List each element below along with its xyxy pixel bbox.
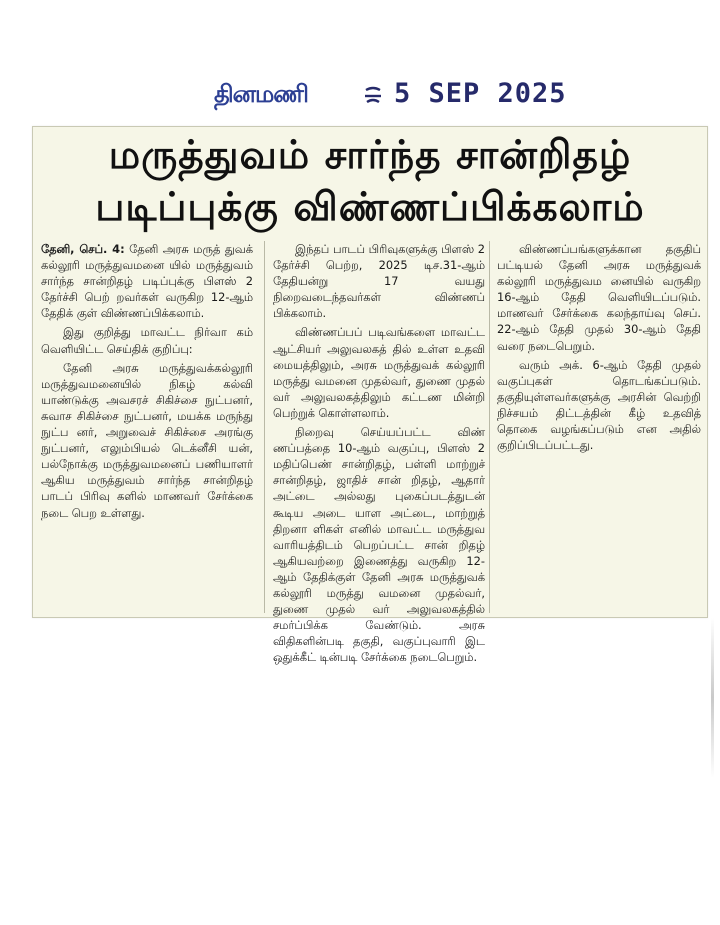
- headline-line-2: படிப்புக்கு விண்ணப்பிக்கலாம்: [95, 185, 645, 230]
- column-divider: [489, 241, 490, 613]
- news-clipping: [32, 126, 708, 665]
- publication-date: 5 SEP 2025: [394, 78, 567, 109]
- masthead: [0, 76, 720, 116]
- newspaper-logo: தினமணி: [214, 80, 308, 108]
- date-stamp-icon: [362, 84, 384, 108]
- article-column-3: [497, 241, 701, 456]
- paragraph: விண்ணப்பங்களுக்கான தகுதிப் பட்டியல் தேனி அரசு மருத்துவக் கல்லூரி மருத்துவம னையில் வருகிற 16-ஆம் தேதி வெளியிடப்படும். மாணவர் சேர்க்கை கலந்தாய்வு செப். 22-ஆம் தேதி முதல் 30-ஆம் தேதி வரை நடைபெறும்.: [497, 242, 701, 353]
- dateline: தேனி, செப். 4:: [41, 242, 125, 256]
- page-edge-shadow: [711, 618, 714, 778]
- headline-line-1: மருத்துவம் சார்ந்த சான்றிதழ்: [108, 133, 632, 178]
- paragraph: நிறைவு செய்யப்பட்ட விண் ணப்பத்தை 10-ஆம் வகுப்பு, பிளஸ் 2 மதிப்பெண் சான்றிதழ், பள்ளி மாற்றுச் சான்றிதழ், ஜாதிச் சான் றிதழ், ஆதார் அட்டை அல்லது புகைப்படத்துடன் கூடிய அடை யாள அட்டை, மாற்றுத் திறனா ளிகள் எனில் மாவட்ட மருத்துவ வாரியத்திடம் பெறப்பட்ட சான் றிதழ் ஆகியவற்றை இணைத்து வருகிற 12-ஆம் தேதிக்குள் தேனி அரசு மருத்துவக் கல்லூரி மருத்து வமனை முதல்வர், துணை முதல் வர் அலுவலகத்தில் சமர்ப்பிக்க வேண்டும். அரசு விதிகளின்படி தகுதி, வகுப்புவாரி இட ஒதுக்கீட் டின்படி சேர்க்கை நடைபெறும்.: [273, 425, 485, 665]
- paragraph: வரும் அக். 6-ஆம் தேதி முதல் வகுப்புகள் தொடங்கப்படும். தகுதியுள்ளவர்களுக்கு அரசின் வெற்றி நிச்சயம் திட்டத்தின் கீழ் உதவித் தொகை வழங்கப்படும் என அதில் குறிப்பிடப்பட்டது.: [497, 357, 701, 453]
- column-divider: [264, 241, 265, 613]
- paragraph: இது குறித்து மாவட்ட நிர்வா கம் வெளியிட்ட செய்திக் குறிப்பு:: [41, 325, 253, 356]
- paragraph: [41, 241, 253, 321]
- article-column-2: [273, 241, 485, 668]
- paragraph-text: தேனி அரசு மருத் துவக் கல்லூரி மருத்துவமனை யில் மருத்துவம் சார்ந்த சான்றிதழ் படிப்புக்கு பிளஸ் 2 தேர்ச்சி பெற் றவர்கள் வருகிற 12-ஆம் தேதிக் குள் விண்ணப்பிக்கலாம்.: [41, 242, 253, 321]
- article-column-1: [41, 241, 253, 524]
- paragraph: இந்தப் பாடப் பிரிவுகளுக்கு பிளஸ் 2 தேர்ச்சி பெற்ற, 2025 டிச.31-ஆம் தேதியன்று 17 வயது நிறைவடைந்தவர்கள் விண்ணப் பிக்கலாம்.: [273, 242, 485, 321]
- paragraph: விண்ணப்பப் படிவங்களை மாவட்ட ஆட்சியர் அலுவலகத் தில் உள்ள உதவி மையத்திலும், அரசு மருத்துவக் கல்லூரி மருத்து வமனை முதல்வர், துணை முதல் வர் அலுவலகத்திலும் கட்டண மின்றி பெற்றுக் கொள்ளலாம்.: [273, 325, 485, 420]
- paragraph: தேனி அரசு மருத்துவக்கல்லூரி மருத்துவமனையில் நிகழ் கல்வி யாண்டுக்கு அவசரச் சிகிச்சை நுட்பனர், சுவாச சிகிச்சை நுட்பனர், மயக்க மருந்து நுட்ப னர், அறுவைச் சிகிச்சை அரங்கு நுட்பனர், எலும்பியல் டெக்னீசி யன், பல்நோக்கு மருத்துவமனைப் பணியாளர் ஆகிய மருத்துவம் சார்ந்த சான்றிதழ் பாடப் பிரிவு களில் மாணவர் சேர்க்கை நடை பெற உள்ளது.: [41, 360, 253, 520]
